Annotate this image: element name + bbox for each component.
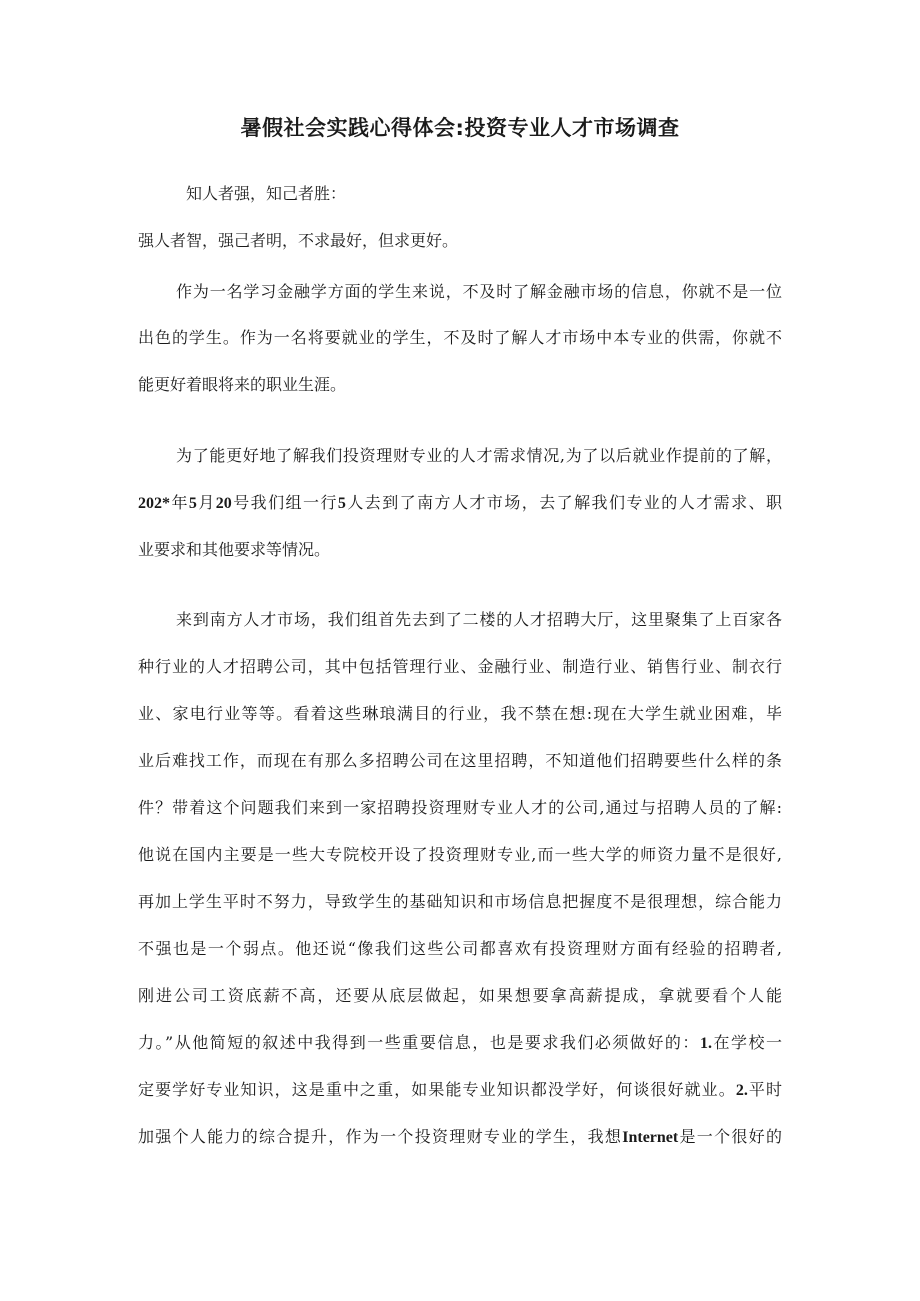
line12-rest: 是一个很好的 (678, 1127, 782, 1146)
month-suffix: 月 (196, 493, 216, 512)
year-text: 202* (138, 495, 170, 512)
line10-rest: 在学校一 (711, 1033, 782, 1052)
paragraph3-line5: 件？带着这个问题我们来到一家招聘投资理财专业人才的公司,通过与招聘人员的了解: (138, 798, 782, 817)
day-suffix: 号我们组一行 (231, 493, 338, 512)
paragraph3-line10 (138, 1032, 782, 1055)
motto-line: 强人者智，强己者明，不求最好，但求更好。 (138, 231, 459, 250)
point-one-number: 1. (699, 1035, 712, 1052)
document-title: 暑假社会实践心得体会:投资专业人才市场调查 (240, 116, 680, 140)
month-text: 5 (188, 495, 197, 512)
paragraph3-line9: 刚进公司工资底薪不高，还要从底层做起，如果想要拿高薪提成，拿就要看个人能 (138, 986, 782, 1005)
day-text: 20 (215, 495, 232, 512)
year-suffix: 年 (170, 493, 189, 512)
greeting-line: 知人者强，知己者胜： (186, 184, 347, 203)
paragraph2-line3: 业要求和其他要求等情况。 (138, 540, 331, 559)
paragraph3-line3: 业、家电行业等等。看着这些琳琅满目的行业，我不禁在想:现在大学生就业困难，毕 (138, 704, 782, 723)
paragraph3-line11 (138, 1079, 782, 1102)
paragraph3-line8: 不强也是一个弱点。他还说“像我们这些公司都喜欢有投资理财方面有经验的招聘者, (138, 939, 782, 958)
line12-text: 加强个人能力的综合提升，作为一个投资理财专业的学生，我想 (138, 1127, 623, 1146)
paragraph1-line3: 能更好着眼将来的职业生涯。 (138, 375, 347, 394)
line11-text: 定要学好专业知识，这是重中之重，如果能专业知识都没学好，何谈很好就业。 (138, 1080, 736, 1099)
paragraph3-line12 (138, 1126, 782, 1149)
paragraph2-line2 (138, 492, 782, 515)
group-count: 5 (337, 495, 346, 512)
paragraph3-line4: 业后难找工作，而现在有那么多招聘公司在这里招聘，不知道他们招聘要些什么样的条 (138, 751, 782, 770)
paragraph1-line2: 出色的学生。作为一名将要就业的学生，不及时了解人才市场中本专业的供需，你就不 (138, 328, 782, 347)
line10-text: 力。”从他简短的叙述中我得到一些重要信息，也是要求我们必须做好的： (138, 1033, 700, 1052)
line11-rest: 平时 (747, 1080, 782, 1099)
paragraph3-line7: 再加上学生平时不努力，导致学生的基础知识和市场信息把握度不是很理想，综合能力 (138, 892, 782, 911)
point-two-number: 2. (735, 1082, 748, 1099)
paragraph1-line1: 作为一名学习金融学方面的学生来说，不及时了解金融市场的信息，你就不是一位 (176, 282, 782, 301)
paragraph3-line1: 来到南方人才市场，我们组首先去到了二楼的人才招聘大厅，这里聚集了上百家各 (176, 610, 782, 629)
paragraph3-line6: 他说在国内主要是一些大专院校开设了投资理财专业,而一些大学的师资力量不是很好, (138, 845, 782, 864)
paragraph2-line1: 为了能更好地了解我们投资理财专业的人才需求情况,为了以后就业作提前的了解， (176, 446, 782, 465)
paragraph3-line2: 种行业的人才招聘公司，其中包括管理行业、金融行业、制造行业、销售行业、制衣行 (138, 657, 782, 676)
line2-rest: 人去到了南方人才市场，去了解我们专业的人才需求、职 (345, 493, 782, 512)
internet-term: Internet (622, 1129, 679, 1146)
